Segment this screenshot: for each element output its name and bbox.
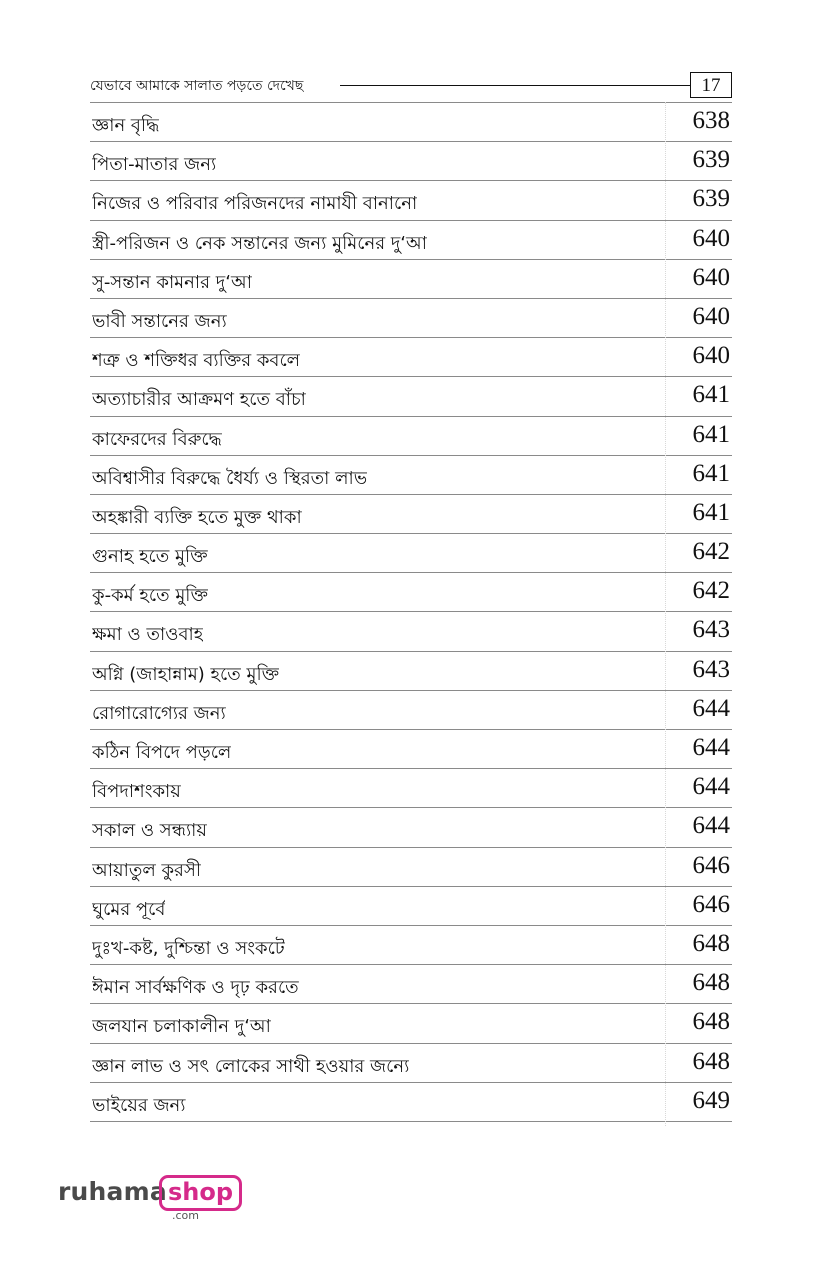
toc-entry-title: স্ত্রী-পরিজন ও নেক সন্তানের জন্য মুমিনের দু‘আ: [92, 232, 428, 254]
toc-row: [90, 652, 732, 691]
toc-entry-page: 641: [692, 420, 730, 448]
toc-entry-page: 643: [692, 655, 730, 683]
toc-row: [90, 691, 732, 730]
toc-entry-page: 644: [692, 773, 730, 801]
toc-entry-page: 641: [692, 498, 730, 526]
page-number: 17: [690, 72, 732, 98]
toc-row: [90, 1004, 732, 1043]
logo-text-ruhama: ruhama: [58, 1177, 167, 1206]
toc-row: [90, 1083, 732, 1122]
toc-entry-title: অগ্নি (জাহান্নাম) হতে মুক্তি: [92, 663, 280, 685]
toc-row: [90, 848, 732, 887]
toc-entry-page: 644: [692, 812, 730, 840]
toc-entry-title: রোগারোগ্যের জন্য: [92, 702, 226, 724]
toc-entry-page: 646: [692, 851, 730, 879]
toc-row: [90, 534, 732, 573]
header-rule: [340, 85, 690, 86]
toc-row: [90, 103, 732, 142]
toc-entry-page: 649: [692, 1086, 730, 1114]
logo-text-shop: shop: [159, 1175, 242, 1211]
toc-row: [90, 221, 732, 260]
toc-entry-page: 642: [692, 577, 730, 605]
toc-entry-title: সু-সন্তান কামনার দু‘আ: [92, 271, 252, 293]
toc-entry-title: অবিশ্বাসীর বিরুদ্ধে ধৈর্য্য ও স্থিরতা লাভ: [92, 467, 368, 489]
toc-entry-page: 639: [692, 146, 730, 174]
toc-row: [90, 769, 732, 808]
toc-entry-title: অহঙ্কারী ব্যক্তি হতে মুক্ত থাকা: [92, 506, 302, 528]
toc-row: [90, 730, 732, 769]
toc-entry-page: 644: [692, 694, 730, 722]
toc-entry-title: শত্রু ও শক্তিধর ব্যক্তির কবলে: [92, 350, 301, 372]
toc-entry-title: সকাল ও সন্ধ্যায়: [92, 820, 207, 842]
toc-entry-page: 648: [692, 969, 730, 997]
toc-row: [90, 495, 732, 534]
toc-entry-title: জলযান চলাকালীন দু‘আ: [92, 1016, 271, 1038]
toc-entry-title: পিতা-মাতার জন্য: [92, 154, 217, 176]
toc-entry-title: কাফেরদের বিরুদ্ধে: [92, 428, 222, 450]
toc-entry-page: 643: [692, 616, 730, 644]
watermark-logo: [58, 1173, 238, 1223]
toc-entry-page: 640: [692, 224, 730, 252]
toc-entry-title: জ্ঞান লাভ ও সৎ লোকের সাথী হওয়ার জন্যে: [92, 1055, 410, 1077]
toc-row: [90, 299, 732, 338]
toc-entry-page: 648: [692, 1008, 730, 1036]
toc-row: [90, 338, 732, 377]
toc-row: [90, 612, 732, 651]
toc-row: [90, 1044, 732, 1083]
toc-row: [90, 260, 732, 299]
toc-entry-title: আয়াতুল কুরসী: [92, 859, 201, 881]
toc-row: [90, 456, 732, 495]
toc-row: [90, 573, 732, 612]
toc-row: [90, 377, 732, 416]
toc-entry-title: কু-কর্ম হতে মুক্তি: [92, 585, 208, 607]
toc-row: [90, 142, 732, 181]
toc-entry-title: ঘুমের পূর্বে: [92, 898, 166, 920]
toc-entry-title: ভাইয়ের জন্য: [92, 1094, 186, 1116]
toc-entry-title: গুনাহ হতে মুক্তি: [92, 546, 208, 568]
toc-entry-page: 640: [692, 342, 730, 370]
toc-entry-title: বিপদাশংকায়: [92, 781, 181, 803]
toc-entry-page: 648: [692, 1047, 730, 1075]
table-of-contents: [90, 102, 732, 1122]
toc-entry-page: 641: [692, 381, 730, 409]
toc-row: [90, 417, 732, 456]
toc-entry-page: 638: [692, 107, 730, 134]
toc-entry-page: 641: [692, 459, 730, 487]
column-divider: [665, 102, 666, 1126]
toc-entry-title: ঈমান সার্বক্ষণিক ও দৃঢ় করতে: [92, 977, 299, 999]
toc-entry-page: 639: [692, 185, 730, 213]
toc-row: [90, 808, 732, 847]
toc-entry-page: 642: [692, 538, 730, 566]
toc-entry-title: কঠিন বিপদে পড়লে: [92, 742, 232, 763]
toc-row: [90, 887, 732, 926]
toc-entry-page: 644: [692, 734, 730, 761]
toc-row: [90, 926, 732, 965]
toc-entry-title: দুঃখ-কষ্ট, দুশ্চিন্তা ও সংকটে: [92, 937, 285, 959]
toc-entry-page: 640: [692, 263, 730, 291]
toc-entry-page: 648: [692, 929, 730, 957]
toc-row: [90, 181, 732, 220]
toc-entry-title: নিজের ও পরিবার পরিজনদের নামাযী বানানো: [92, 193, 418, 215]
toc-entry-title: জ্ঞান বৃদ্ধি: [92, 115, 160, 136]
toc-entry-title: ভাবী সন্তানের জন্য: [92, 310, 227, 332]
toc-entry-page: 646: [692, 890, 730, 918]
toc-entry-title: ক্ষমা ও তাওবাহ: [92, 624, 204, 646]
toc-row: [90, 965, 732, 1004]
toc-entry-title: অত্যাচারীর আক্রমণ হতে বাঁচা: [92, 389, 306, 411]
toc-entry-page: 640: [692, 302, 730, 330]
running-title: যেভাবে আমাকে সালাত পড়তে দেখেছ: [90, 74, 307, 98]
logo-domain: .com: [172, 1209, 199, 1222]
page-header: [90, 70, 732, 102]
